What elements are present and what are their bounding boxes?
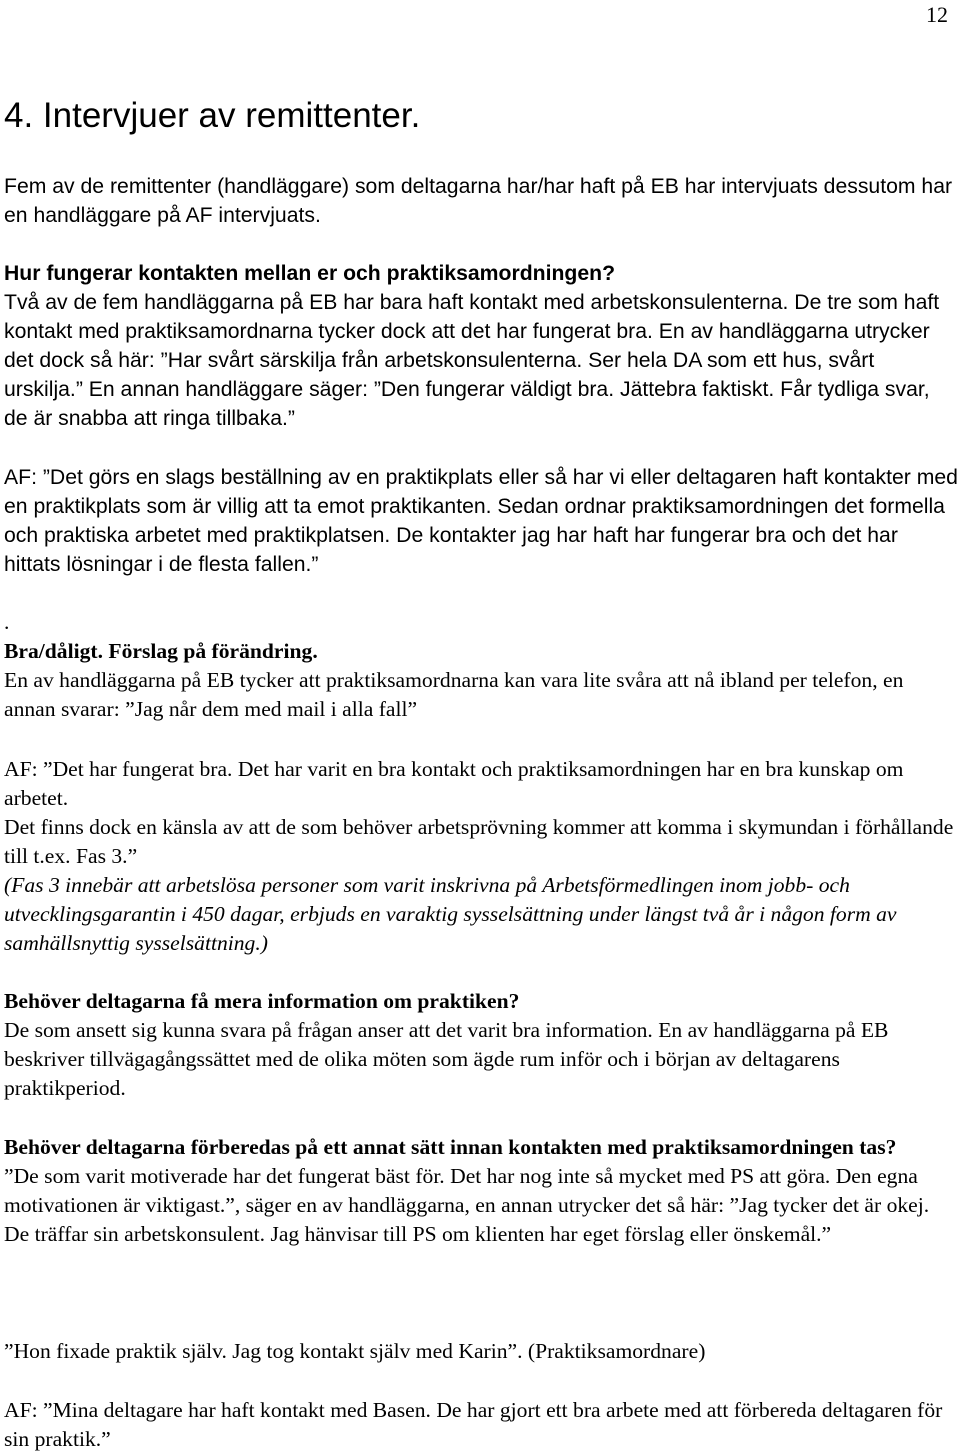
page-number: 12 bbox=[926, 2, 948, 27]
question-good-bad-title: Bra/dåligt. Förslag på förändring. bbox=[4, 639, 318, 663]
answer-contact-paragraph: Två av de fem handläggarna på EB har bara haft kontakt med arbetskonsulenterna. De tre som haft kontakt med praktiksamordnarna tycker dock att det har fungerat bra. En av handläggarna utrycker det dock så här: ”Har svårt särskilja från arbetskonsulenterna. Ser hela DA som ett hus, svårt urskilja.” En annan handläggare säger: ”Den fungerar väldigt bra. Jättebra faktiskt. Får tydliga svar, de är snabba att ringa tillbaka.” bbox=[4, 291, 940, 430]
af-good-bad-paragraph: AF: ”Det har fungerat bra. Det har varit en bra kontakt och praktiksamordningen har en bra kunskap om arbetet. bbox=[4, 757, 904, 810]
af-contact-paragraph: AF: ”Det görs en slags beställning av en praktikplats eller så har vi eller deltagaren haft kontakter med en praktikplats som är villig att ta emot praktikanten. Sedan ordnar praktiksamordningen det formella och praktiska arbetet med praktikplatsen. De kontakter jag har haft har fungerar bra och det har hittats lösningar i de flesta fallen.” bbox=[4, 466, 958, 576]
separator-dot: . bbox=[4, 610, 10, 634]
answer-good-bad-paragraph: En av handläggarna på EB tycker att praktiksamordnarna kan vara lite svåra att nå ibland per telefon, en annan svarar: ”Jag når dem med mail i alla fall” bbox=[4, 668, 904, 721]
question-contact-title: Hur fungerar kontakten mellan er och praktiksamordningen? bbox=[4, 262, 616, 285]
answer-preparation-paragraph: ”De som varit motiverade har det fungerat bäst för. Det har nog inte så mycket med PS att göra. Den egna motivationen är viktigast.”, säger en av handläggarna, en annan utrycker det så här: ”Jag tycker det är okej. De träffar sin arbetskonsulent. Jag hänvisar till PS om klienten har eget förslag eller önskemål.” bbox=[4, 1164, 930, 1246]
af-preparation-paragraph: AF: ”Mina deltagare har haft kontakt med Basen. De har gjort ett bra arbete med att förbereda deltagaren för sin praktik.” bbox=[4, 1398, 943, 1451]
intro-paragraph: Fem av de remittenter (handläggare) som deltagarna har/har haft på EB har intervjuats dessutom har en handläggare på AF intervjuats. bbox=[4, 175, 953, 227]
section-information bbox=[4, 987, 958, 1103]
af-good-bad-continuation: Det finns dock en känsla av att de som behöver arbetsprövning kommer att komma i skymundan i förhållande till t.ex. Fas 3.” bbox=[4, 815, 954, 868]
praktik-quote: ”Hon fixade praktik själv. Jag tog kontakt själv med Karin”. (Praktiksamordnare) bbox=[4, 1339, 706, 1363]
fas3-note: (Fas 3 innebär att arbetslösa personer som varit inskrivna på Arbetsförmedlingen inom jobb- och utvecklingsgarantin i 450 dagar, erbjuds en varaktig sysselsättning under längst två år i någon form av samhällsnyttig sysselsättning.) bbox=[4, 873, 897, 955]
section-heading: 4. Intervjuer av remittenter. bbox=[4, 96, 421, 135]
section-af-good-bad bbox=[4, 755, 958, 958]
question-information-title: Behöver deltagarna få mera information om praktiken? bbox=[4, 989, 520, 1013]
section-contact bbox=[4, 259, 958, 433]
answer-information-paragraph: De som ansett sig kunna svara på frågan anser att det varit bra information. En av handläggarna på EB beskriver tillvägagångssättet med de olika möten som ägde rum inför och i början av deltagarens praktikperiod. bbox=[4, 1018, 889, 1100]
section-good-bad bbox=[4, 608, 958, 724]
section-preparation bbox=[4, 1133, 958, 1249]
question-preparation-title: Behöver deltagarna förberedas på ett annat sätt innan kontakten med praktiksamordningen tas? bbox=[4, 1135, 897, 1159]
